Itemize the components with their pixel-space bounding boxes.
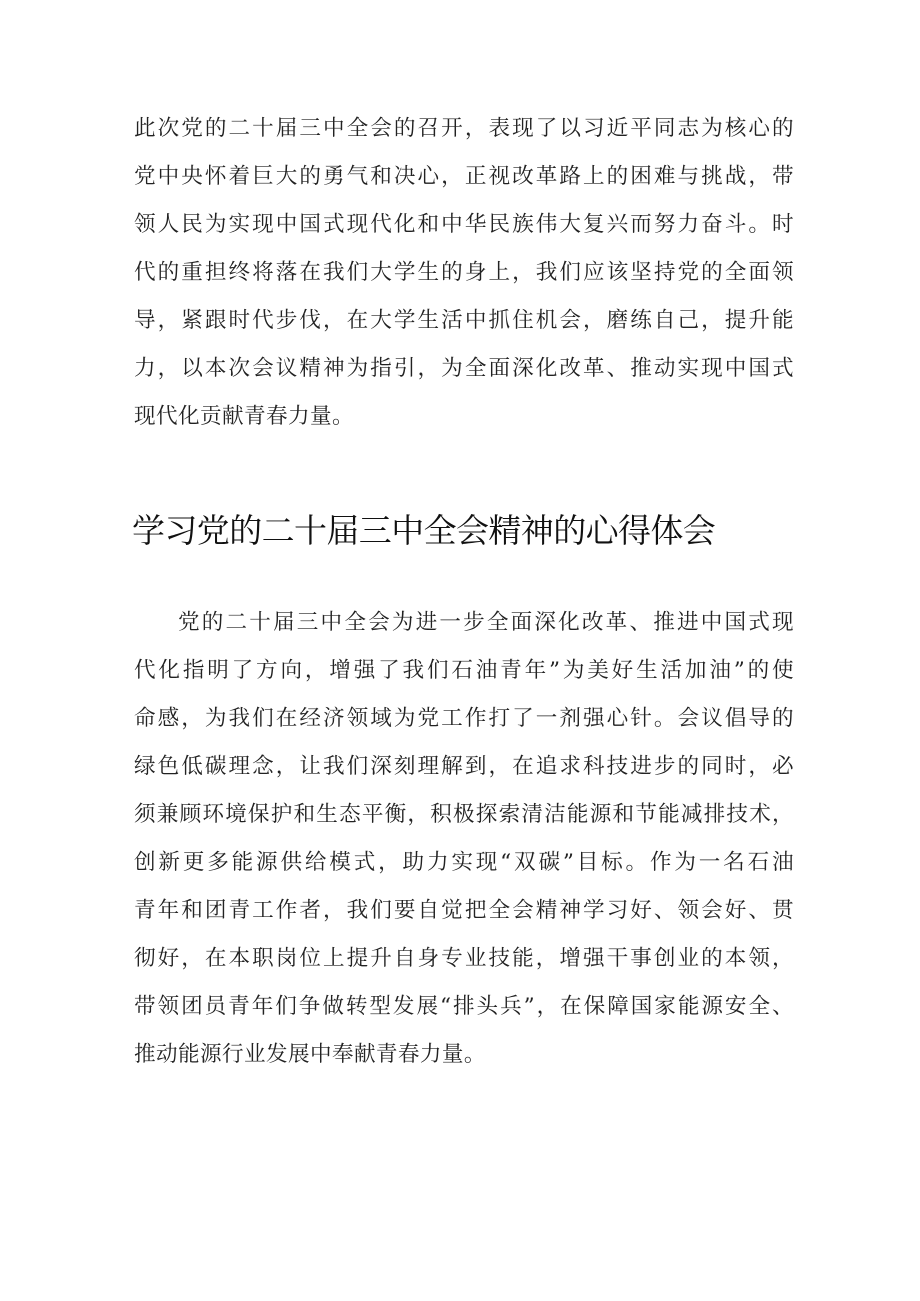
body-paragraph-line: 创新更多能源供给模式，助力实现“双碳”目标。作为一名石油 — [134, 850, 794, 875]
intro-paragraph-line: 导，紧跟时代步伐，在大学生活中抓住机会，磨练自己，提升能 — [134, 308, 794, 333]
body-paragraph-line: 彻好，在本职岗位上提升自身专业技能，增强干事创业的本领， — [134, 946, 794, 971]
body-paragraph-line: 党的二十届三中全会为进一步全面深化改革、推进中国式现 — [178, 610, 794, 635]
body-paragraph-line: 绿色低碳理念，让我们深刻理解到，在追求科技进步的同时，必 — [134, 754, 794, 779]
body-paragraph-line: 推动能源行业发展中奉献青春力量。 — [134, 1042, 486, 1067]
intro-paragraph-line: 党中央怀着巨大的勇气和决心，正视改革路上的困难与挑战，带 — [134, 164, 794, 189]
body-paragraph-line: 须兼顾环境保护和生态平衡，积极探索清洁能源和节能减排技术， — [134, 802, 794, 827]
body-paragraph-line: 带领团员青年们争做转型发展“排头兵”，在保障国家能源安全、 — [134, 994, 794, 1019]
intro-paragraph-line: 现代化贡献青春力量。 — [134, 404, 354, 429]
body-paragraph-line: 命感，为我们在经济领域为党工作打了一剂强心针。会议倡导的 — [134, 706, 794, 731]
intro-paragraph-line: 力，以本次会议精神为指引，为全面深化改革、推动实现中国式 — [134, 356, 794, 381]
intro-paragraph-line: 代的重担终将落在我们大学生的身上，我们应该坚持党的全面领 — [134, 260, 794, 285]
body-paragraph-line: 代化指明了方向，增强了我们石油青年”为美好生活加油”的使 — [134, 658, 794, 683]
intro-paragraph-line: 此次党的二十届三中全会的召开，表现了以习近平同志为核心的 — [134, 116, 794, 141]
body-paragraph-line: 青年和团青工作者，我们要自觉把全会精神学习好、领会好、贯 — [134, 898, 794, 923]
intro-paragraph-line: 领人民为实现中国式现代化和中华民族伟大复兴而努力奋斗。时 — [134, 212, 794, 237]
section-heading: 学习党的二十届三中全会精神的心得体会 — [132, 511, 716, 550]
